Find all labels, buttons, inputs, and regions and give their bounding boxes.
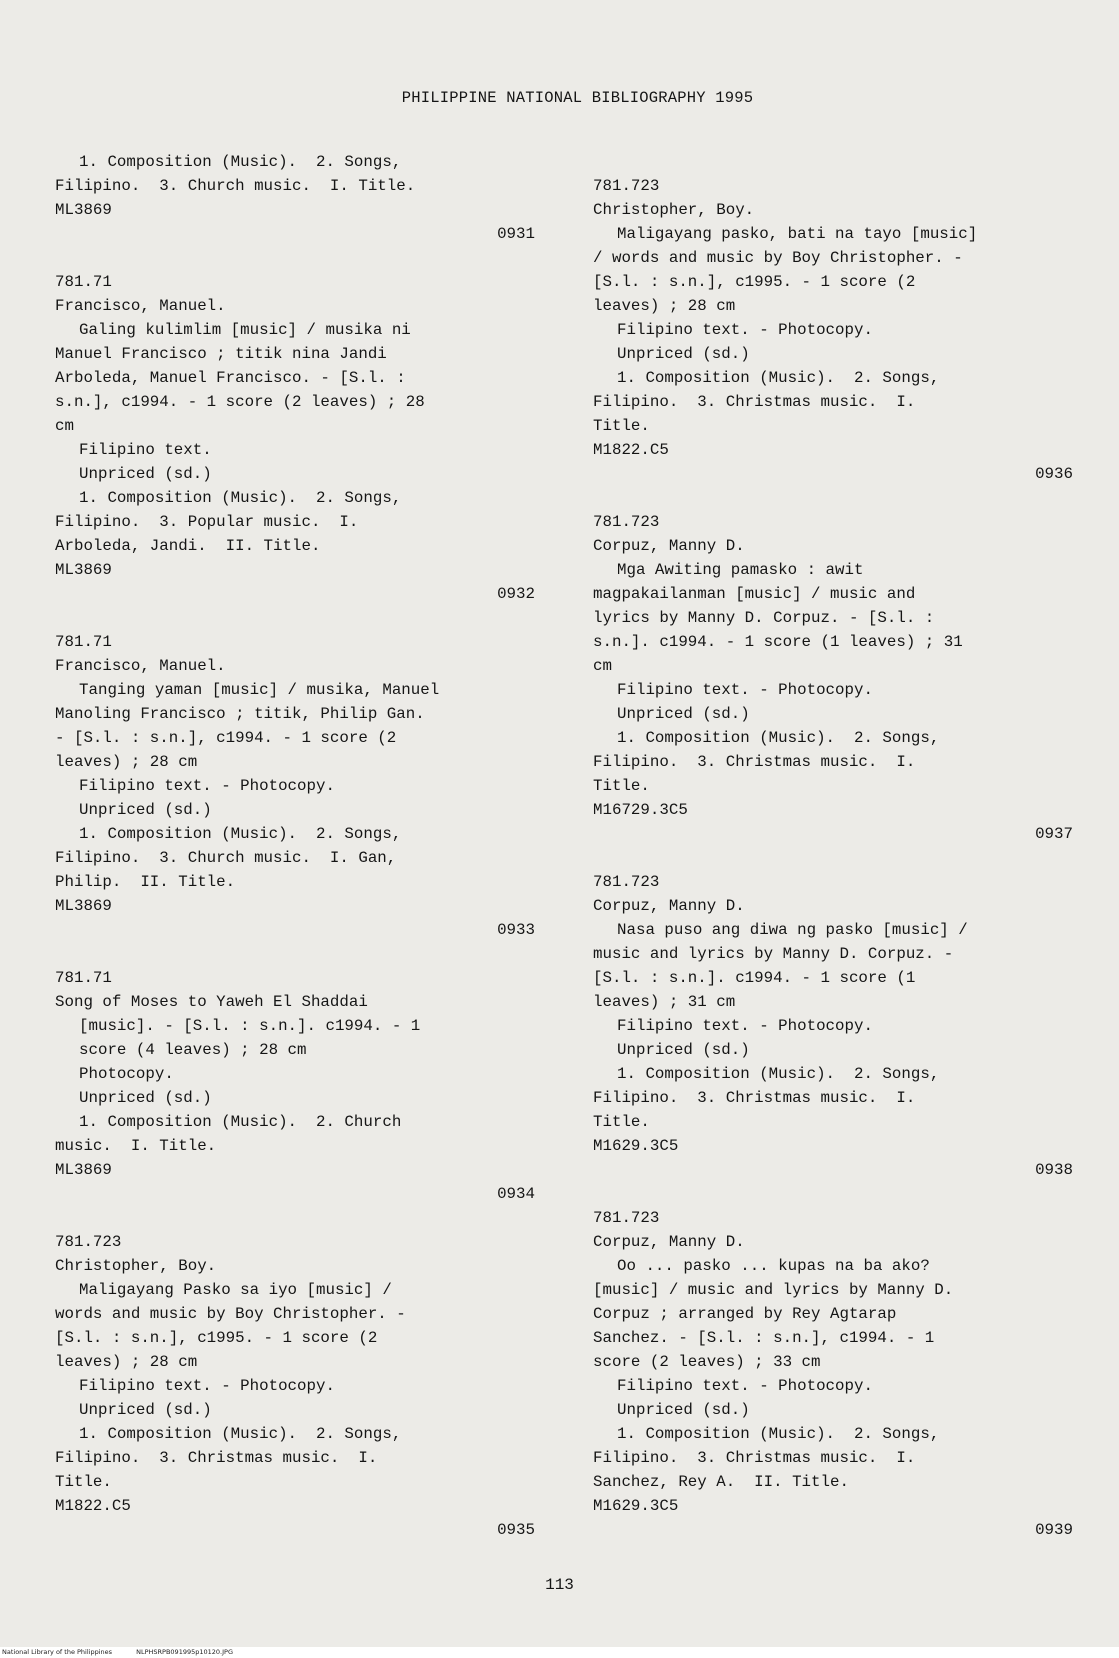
entry-line: Nasa puso ang diwa ng pasko [music] / bbox=[617, 921, 968, 939]
entry-line: ML3869 bbox=[55, 1161, 112, 1179]
page-number: 113 bbox=[545, 1576, 574, 1594]
entry-line: 781.71 bbox=[55, 969, 112, 987]
footer-library: National Library of the Philippines bbox=[2, 1648, 113, 1656]
entry-line: Philip. II. Title. bbox=[55, 873, 236, 891]
entry-line: music. I. Title. bbox=[55, 1137, 217, 1155]
footer-filename: NLPHSRPB091995p10120.JPG bbox=[136, 1648, 233, 1656]
entry-line: 1. Composition (Music). 2. Songs, bbox=[79, 153, 402, 171]
entry-line: Corpuz, Manny D. bbox=[593, 897, 745, 915]
entry-line: 1. Composition (Music). 2. Songs, bbox=[617, 729, 940, 747]
entry-line: 1. Composition (Music). 2. Songs, bbox=[617, 1425, 940, 1443]
entry-line: M1822.C5 bbox=[55, 1497, 131, 1515]
entry-line: music and lyrics by Manny D. Corpuz. - bbox=[593, 945, 954, 963]
entry-line: score (2 leaves) ; 33 cm bbox=[593, 1353, 821, 1371]
entry-spacer bbox=[55, 246, 545, 270]
entry-line: Unpriced (sd.) bbox=[617, 1401, 750, 1419]
entry-line: M1629.3C5 bbox=[593, 1497, 679, 1515]
entry-line: [music]. - [S.l. : s.n.]. c1994. - 1 bbox=[79, 1017, 421, 1035]
entry-line: leaves) ; 28 cm bbox=[55, 753, 198, 771]
entry-line: M1822.C5 bbox=[593, 441, 669, 459]
entry-spacer bbox=[55, 942, 545, 966]
entry-line: Manoling Francisco ; titik, Philip Gan. bbox=[55, 705, 425, 723]
entry-line: leaves) ; 28 cm bbox=[55, 1353, 198, 1371]
entry-number: 0934 bbox=[497, 1185, 535, 1203]
entry-line: Filipino text. - Photocopy. bbox=[617, 1377, 873, 1395]
entry-line: Filipino text. - Photocopy. bbox=[79, 777, 335, 795]
entry-line: Unpriced (sd.) bbox=[79, 465, 212, 483]
entry-line: Filipino. 3. Church music. I. Title. bbox=[55, 177, 416, 195]
entry-line: ML3869 bbox=[55, 561, 112, 579]
entry-number: 0938 bbox=[1035, 1161, 1073, 1179]
entry-line: Filipino. 3. Christmas music. I. bbox=[593, 753, 916, 771]
entry-line: 1. Composition (Music). 2. Church bbox=[79, 1113, 402, 1131]
entry-line: Maligayang Pasko sa iyo [music] / bbox=[79, 1281, 392, 1299]
entry-line: Filipino text. - Photocopy. bbox=[617, 321, 873, 339]
entry-number: 0936 bbox=[1035, 465, 1073, 483]
entry-line: 1. Composition (Music). 2. Songs, bbox=[617, 369, 940, 387]
entry-line: Tanging yaman [music] / musika, Manuel bbox=[79, 681, 440, 699]
entry-line: Unpriced (sd.) bbox=[79, 1089, 212, 1107]
entry-line: Sanchez, Rey A. II. Title. bbox=[593, 1473, 849, 1491]
scan-footer bbox=[0, 1647, 1119, 1658]
entry-number: 0933 bbox=[497, 921, 535, 939]
page-title: PHILIPPINE NATIONAL BIBLIOGRAPHY 1995 bbox=[401, 89, 754, 107]
entry-line: 1. Composition (Music). 2. Songs, bbox=[617, 1065, 940, 1083]
entry-line: [music] / music and lyrics by Manny D. bbox=[593, 1281, 954, 1299]
entry-number: 0937 bbox=[1035, 825, 1073, 843]
entry-line: 781.723 bbox=[593, 1209, 660, 1227]
entry-spacer bbox=[593, 150, 1083, 174]
entry-line: 781.71 bbox=[55, 273, 112, 291]
entry-line: 781.71 bbox=[55, 633, 112, 651]
entry-line: cm bbox=[55, 417, 74, 435]
entry-number: 0931 bbox=[497, 225, 535, 243]
entry-line: Filipino text. - Photocopy. bbox=[79, 1377, 335, 1395]
entry-line: Filipino. 3. Christmas music. I. bbox=[55, 1449, 378, 1467]
entry-spacer bbox=[593, 486, 1083, 510]
entry-line: Oo ... pasko ... kupas na ba ako? bbox=[617, 1257, 930, 1275]
entry-line: Christopher, Boy. bbox=[55, 1257, 217, 1275]
entry-line: Title. bbox=[593, 1113, 650, 1131]
entry-line: ML3869 bbox=[55, 201, 112, 219]
entry-line: words and music by Boy Christopher. - bbox=[55, 1305, 406, 1323]
entry-line: [S.l. : s.n.], c1995. - 1 score (2 bbox=[593, 273, 916, 291]
entry-line: Christopher, Boy. bbox=[593, 201, 755, 219]
entry-line: Manuel Francisco ; titik nina Jandi bbox=[55, 345, 387, 363]
entry-line: Galing kulimlim [music] / musika ni bbox=[79, 321, 411, 339]
entry-line: 1. Composition (Music). 2. Songs, bbox=[79, 825, 402, 843]
entry-spacer bbox=[593, 1182, 1083, 1206]
entry-line: Unpriced (sd.) bbox=[79, 1401, 212, 1419]
entry-spacer bbox=[593, 846, 1083, 870]
entry-line: 781.723 bbox=[593, 513, 660, 531]
entry-line: 781.723 bbox=[593, 873, 660, 891]
entry-line: 1. Composition (Music). 2. Songs, bbox=[79, 489, 402, 507]
entry-line: 781.723 bbox=[593, 177, 660, 195]
entry-line: Corpuz ; arranged by Rey Agtarap bbox=[593, 1305, 897, 1323]
entry-line: Filipino. 3. Christmas music. I. bbox=[593, 1089, 916, 1107]
entry-line: [S.l. : s.n.]. c1994. - 1 score (1 bbox=[593, 969, 916, 987]
entry-line: score (4 leaves) ; 28 cm bbox=[79, 1041, 307, 1059]
entry-line: Francisco, Manuel. bbox=[55, 297, 226, 315]
entry-line: 781.723 bbox=[55, 1233, 122, 1251]
entry-line: - [S.l. : s.n.], c1994. - 1 score (2 bbox=[55, 729, 397, 747]
entry-line: ML3869 bbox=[55, 897, 112, 915]
entry-line: leaves) ; 28 cm bbox=[593, 297, 736, 315]
entry-line: M16729.3C5 bbox=[593, 801, 688, 819]
entry-line: Filipino. 3. Christmas music. I. bbox=[593, 1449, 916, 1467]
entry-line: Unpriced (sd.) bbox=[79, 801, 212, 819]
entry-line: Title. bbox=[55, 1473, 112, 1491]
entry-line: Filipino. 3. Popular music. I. bbox=[55, 513, 359, 531]
entry-line: Photocopy. bbox=[79, 1065, 174, 1083]
entry-line: Filipino text. - Photocopy. bbox=[617, 681, 873, 699]
entry-line: Title. bbox=[593, 777, 650, 795]
entry-line: / words and music by Boy Christopher. - bbox=[593, 249, 963, 267]
right-column bbox=[593, 150, 1083, 1542]
entry-line: Filipino. 3. Christmas music. I. bbox=[593, 393, 916, 411]
entry-number: 0935 bbox=[497, 1521, 535, 1539]
entry-line: Unpriced (sd.) bbox=[617, 705, 750, 723]
entry-line: Filipino text. bbox=[79, 441, 212, 459]
entry-line: leaves) ; 31 cm bbox=[593, 993, 736, 1011]
entry-line: 1. Composition (Music). 2. Songs, bbox=[79, 1425, 402, 1443]
entry-spacer bbox=[55, 1206, 545, 1230]
entry-line: Mga Awiting pamasko : awit bbox=[617, 561, 864, 579]
entry-line: [S.l. : s.n.], c1995. - 1 score (2 bbox=[55, 1329, 378, 1347]
entry-line: lyrics by Manny D. Corpuz. - [S.l. : bbox=[593, 609, 935, 627]
entry-line: Arboleda, Jandi. II. Title. bbox=[55, 537, 321, 555]
entry-number: 0939 bbox=[1035, 1521, 1073, 1539]
entry-line: Francisco, Manuel. bbox=[55, 657, 226, 675]
entry-spacer bbox=[55, 606, 545, 630]
entry-line: s.n.]. c1994. - 1 score (1 leaves) ; 31 bbox=[593, 633, 963, 651]
entry-line: Sanchez. - [S.l. : s.n.], c1994. - 1 bbox=[593, 1329, 935, 1347]
left-column bbox=[55, 150, 545, 1542]
entry-line: M1629.3C5 bbox=[593, 1137, 679, 1155]
entry-line: Arboleda, Manuel Francisco. - [S.l. : bbox=[55, 369, 406, 387]
entry-line: magpakailanman [music] / music and bbox=[593, 585, 916, 603]
entry-line: Unpriced (sd.) bbox=[617, 345, 750, 363]
entry-line: cm bbox=[593, 657, 612, 675]
entry-number: 0932 bbox=[497, 585, 535, 603]
entry-line: Corpuz, Manny D. bbox=[593, 537, 745, 555]
entry-line: Unpriced (sd.) bbox=[617, 1041, 750, 1059]
entry-line: Title. bbox=[593, 417, 650, 435]
entry-line: Filipino text. - Photocopy. bbox=[617, 1017, 873, 1035]
entry-line: Filipino. 3. Church music. I. Gan, bbox=[55, 849, 397, 867]
entry-line: s.n.], c1994. - 1 score (2 leaves) ; 28 bbox=[55, 393, 425, 411]
entry-line: Song of Moses to Yaweh El Shaddai bbox=[55, 993, 368, 1011]
entry-line: Corpuz, Manny D. bbox=[593, 1233, 745, 1251]
entry-line: Maligayang pasko, bati na tayo [music] bbox=[617, 225, 978, 243]
